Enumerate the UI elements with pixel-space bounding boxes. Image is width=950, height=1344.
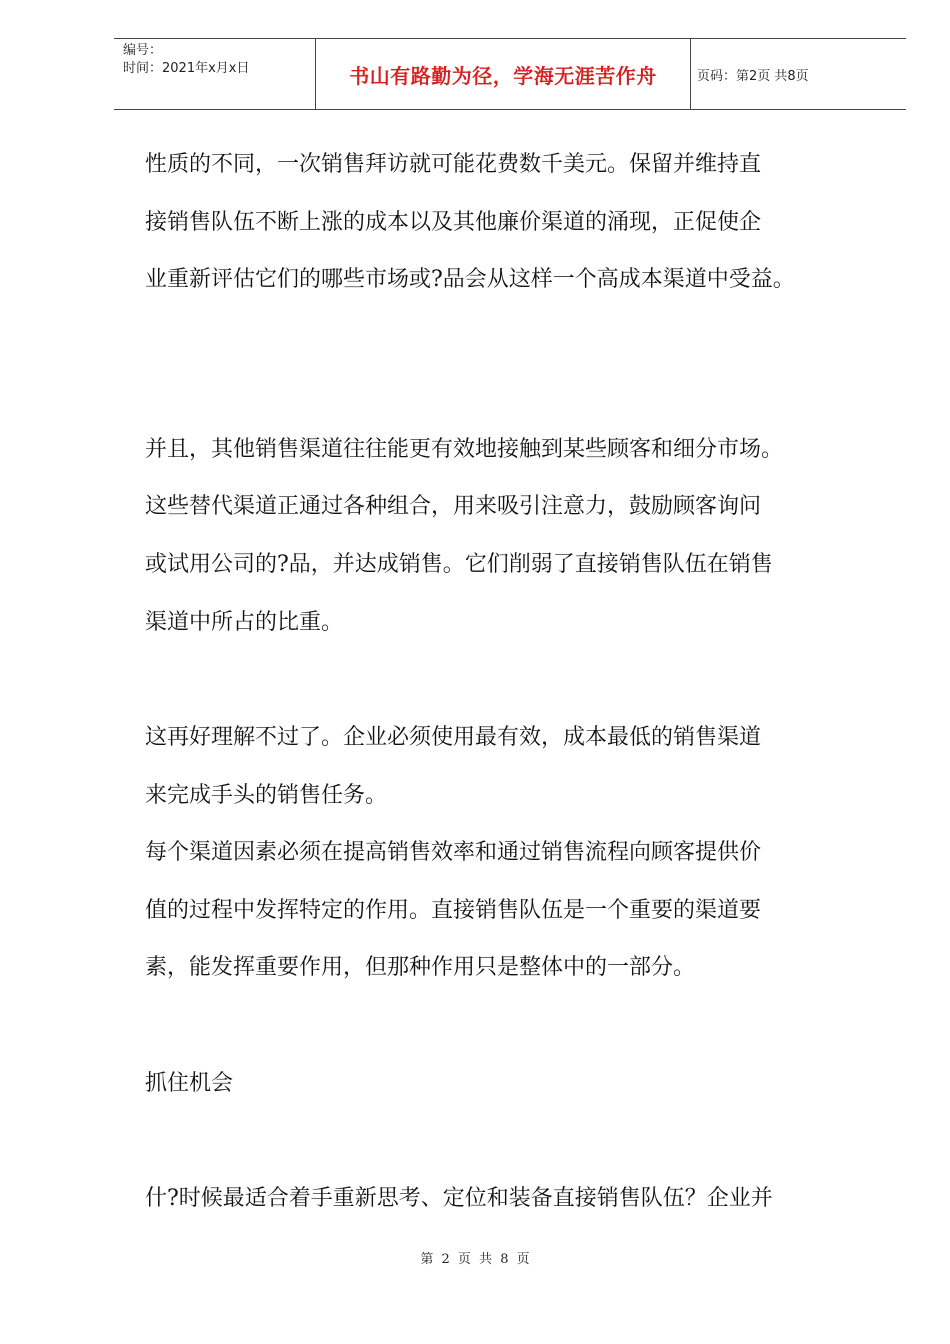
- header-meta-cell: [114, 39, 315, 109]
- paragraph-line: 性质的不同，一次销售拜访就可能花费数千美元。保留并维持直: [145, 152, 762, 177]
- section-heading: 抓住机会: [145, 1071, 234, 1096]
- motto-text: 书山有路勤为径，学海无涯苦作舟: [349, 63, 657, 88]
- paragraph-line: 值的过程中发挥特定的作用。直接销售队伍是一个重要的渠道要: [145, 898, 762, 923]
- paragraph-line: 并且，其他销售渠道往往能更有效地接触到某些顾客和细分市场。: [145, 437, 784, 462]
- date-label: 时间：2021年x月x日: [123, 61, 250, 76]
- page-info: 页码：第2页 共8页: [697, 68, 809, 84]
- paragraph-line: 接销售队伍不断上涨的成本以及其他廉价渠道的涌现，正促使企: [145, 210, 762, 235]
- paragraph-line: 每个渠道因素必须在提高销售效率和通过销售流程向顾客提供价: [145, 840, 762, 865]
- document-header: [114, 38, 906, 110]
- page-footer: 第 2 页 共 8 页: [420, 1252, 530, 1267]
- paragraph-line: 这些替代渠道正通过各种组合，用来吸引注意力，鼓励顾客询问: [145, 494, 762, 519]
- paragraph-line: 渠道中所占的比重。: [145, 610, 344, 635]
- paragraph-line: 或试用公司的?品，并达成销售。它们削弱了直接销售队伍在销售: [145, 552, 773, 577]
- header-motto-cell: [315, 39, 691, 109]
- paragraph-line: 这再好理解不过了。企业必须使用最有效，成本最低的销售渠道: [145, 725, 762, 750]
- paragraph-line: 什?时候最适合着手重新思考、定位和装备直接销售队伍？企业并: [145, 1186, 773, 1211]
- doc-number-label: 编号：: [123, 43, 163, 58]
- paragraph-line: 来完成手头的销售任务。: [145, 783, 388, 808]
- paragraph-line: 素，能发挥重要作用，但那种作用只是整体中的一部分。: [145, 955, 696, 980]
- paragraph-line: 业重新评估它们的哪些市场或?品会从这样一个高成本渠道中受益。: [145, 267, 795, 292]
- header-page-cell: [691, 39, 906, 109]
